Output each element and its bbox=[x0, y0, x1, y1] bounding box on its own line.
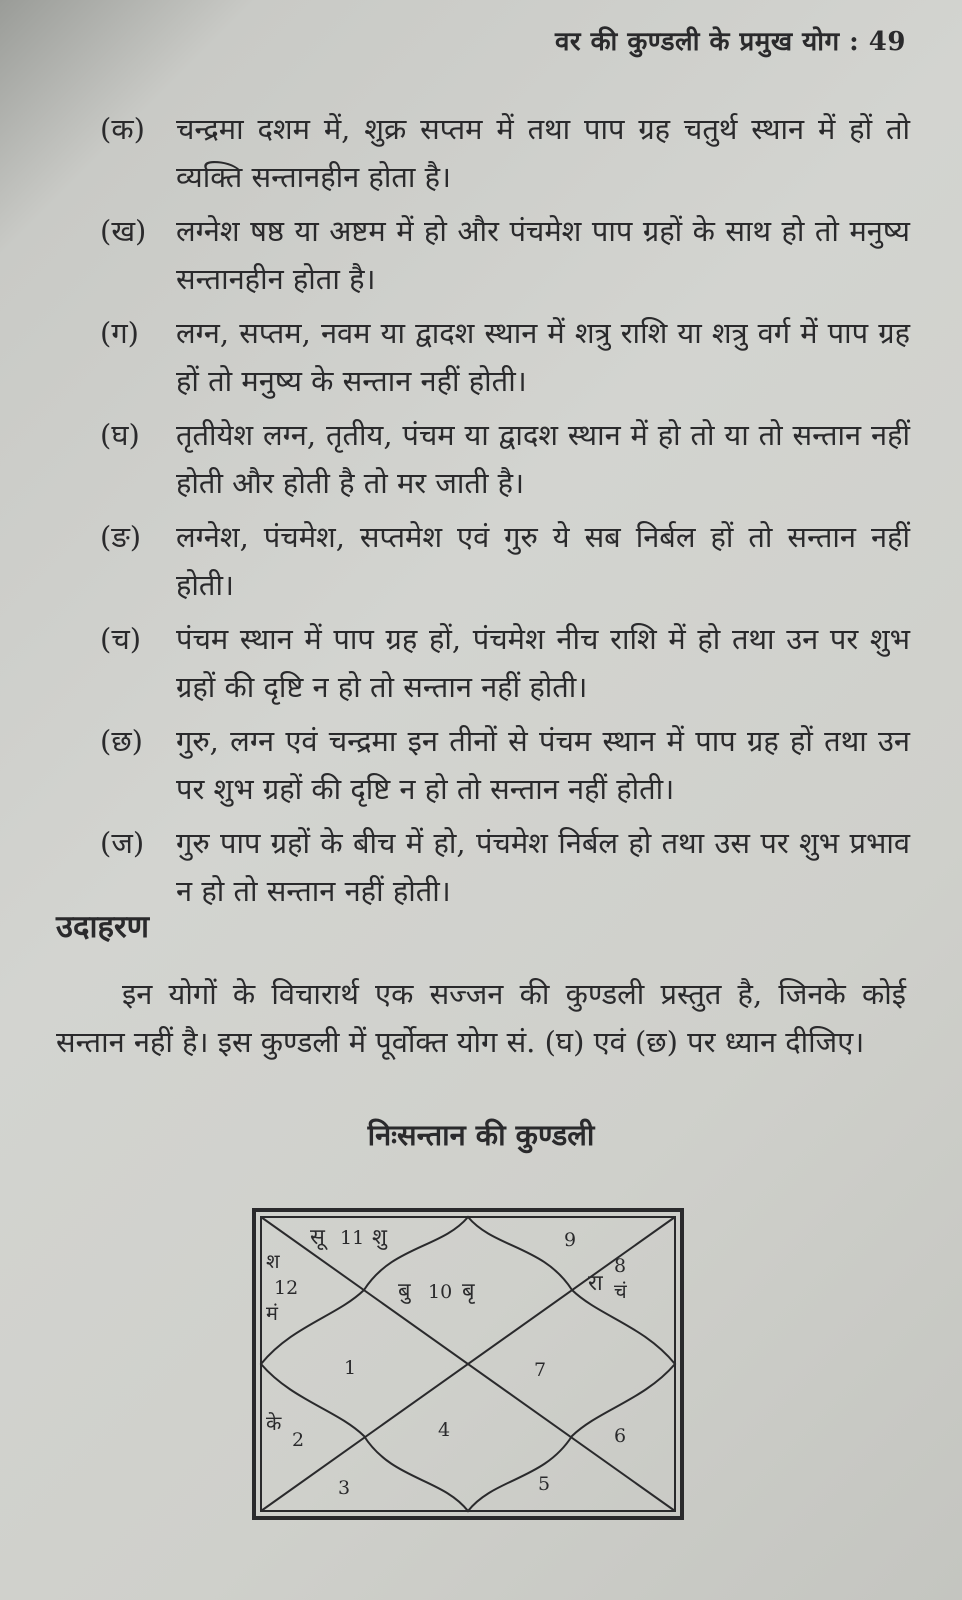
item-marker: (घ) bbox=[100, 418, 140, 452]
planet-sha: श bbox=[266, 1249, 280, 1273]
list-item bbox=[100, 309, 910, 405]
house-5: 5 bbox=[538, 1473, 551, 1495]
list-item bbox=[100, 411, 910, 507]
planet-shu: शु bbox=[372, 1225, 387, 1250]
planet-ke: के bbox=[266, 1411, 282, 1435]
house-6: 6 bbox=[614, 1425, 627, 1447]
item-text: लग्नेश, पंचमेश, सप्तमेश एवं गुरु ये सब निर्बल हों तो सन्तान नहीं होती। bbox=[176, 520, 910, 602]
item-marker: (क) bbox=[100, 112, 145, 146]
list-item bbox=[100, 513, 910, 609]
list-item bbox=[100, 615, 910, 711]
house-8: 8 bbox=[614, 1255, 627, 1277]
list-item bbox=[100, 105, 910, 201]
list-item bbox=[100, 207, 910, 303]
house-7: 7 bbox=[534, 1359, 547, 1381]
example-paragraph: इन योगों के विचारार्थ एक सज्जन की कुण्डली प्रस्तुत है, जिनके कोई सन्तान नहीं है। इस कुण्डली में पूर्वोक्त योग सं. (घ) एवं (छ) पर ध्यान दीजिए। bbox=[56, 977, 906, 1059]
planet-ra: रा bbox=[588, 1271, 603, 1296]
item-text: चन्द्रमा दशम में, शुक्र सप्तम में तथा पाप ग्रह चतुर्थ स्थान में हों तो व्यक्ति सन्तानहीन होता है। bbox=[176, 112, 910, 194]
house-9: 9 bbox=[564, 1229, 577, 1251]
house-12: 12 bbox=[274, 1277, 299, 1299]
house-2: 2 bbox=[292, 1429, 305, 1451]
kundali-diagram bbox=[252, 1208, 684, 1520]
planet-man: मं bbox=[266, 1301, 278, 1325]
planet-bu: बु bbox=[398, 1279, 411, 1304]
item-marker: (ग) bbox=[100, 316, 139, 350]
kundali-chart bbox=[252, 1208, 684, 1520]
item-marker: (ज) bbox=[100, 826, 145, 860]
chart-title: निःसन्तान की कुण्डली bbox=[367, 1118, 595, 1152]
item-marker: (च) bbox=[100, 622, 142, 656]
house-10: 10 bbox=[428, 1281, 453, 1303]
house-11: 11 bbox=[340, 1227, 365, 1249]
item-marker: (छ) bbox=[100, 724, 143, 758]
yoga-list bbox=[100, 105, 910, 921]
item-text: गुरु पाप ग्रहों के बीच में हो, पंचमेश निर्बल हो तथा उस पर शुभ प्रभाव न हो तो सन्तान नहीं होती। bbox=[176, 826, 910, 908]
item-text: तृतीयेश लग्न, तृतीय, पंचम या द्वादश स्थान में हो तो या तो सन्तान नहीं होती और होती है तो मर जाती है। bbox=[176, 418, 910, 500]
list-item bbox=[100, 819, 910, 915]
house-4: 4 bbox=[438, 1419, 451, 1441]
item-text: लग्न, सप्तम, नवम या द्वादश स्थान में शत्रु राशि या शत्रु वर्ग में पाप ग्रह हों तो मनुष्य के सन्तान नहीं होती। bbox=[176, 316, 910, 398]
item-text: गुरु, लग्न एवं चन्द्रमा इन तीनों से पंचम स्थान में पाप ग्रह हों तथा उन पर शुभ ग्रहों की दृष्टि न हो तो सन्तान नहीं होती। bbox=[176, 724, 910, 806]
section-title: उदाहरण bbox=[56, 909, 150, 945]
item-text: पंचम स्थान में पाप ग्रह हों, पंचमेश नीच राशि में हो तथा उन पर शुभ ग्रहों की दृष्टि न हो तो सन्तान नहीं होती। bbox=[176, 622, 910, 704]
house-3: 3 bbox=[338, 1477, 351, 1499]
house-1: 1 bbox=[344, 1357, 357, 1379]
item-marker: (ङ) bbox=[100, 520, 142, 554]
planet-su: सू bbox=[310, 1225, 325, 1250]
list-item bbox=[100, 717, 910, 813]
planet-bri: बृ bbox=[462, 1279, 475, 1304]
item-marker: (ख) bbox=[100, 214, 147, 248]
page-header: वर की कुण्डली के प्रमुख योग : 49 bbox=[554, 27, 906, 57]
planet-chan: चं bbox=[614, 1279, 627, 1303]
item-text: लग्नेश षष्ठ या अष्टम में हो और पंचमेश पाप ग्रहों के साथ हो तो मनुष्य सन्तानहीन होता है। bbox=[176, 214, 910, 296]
